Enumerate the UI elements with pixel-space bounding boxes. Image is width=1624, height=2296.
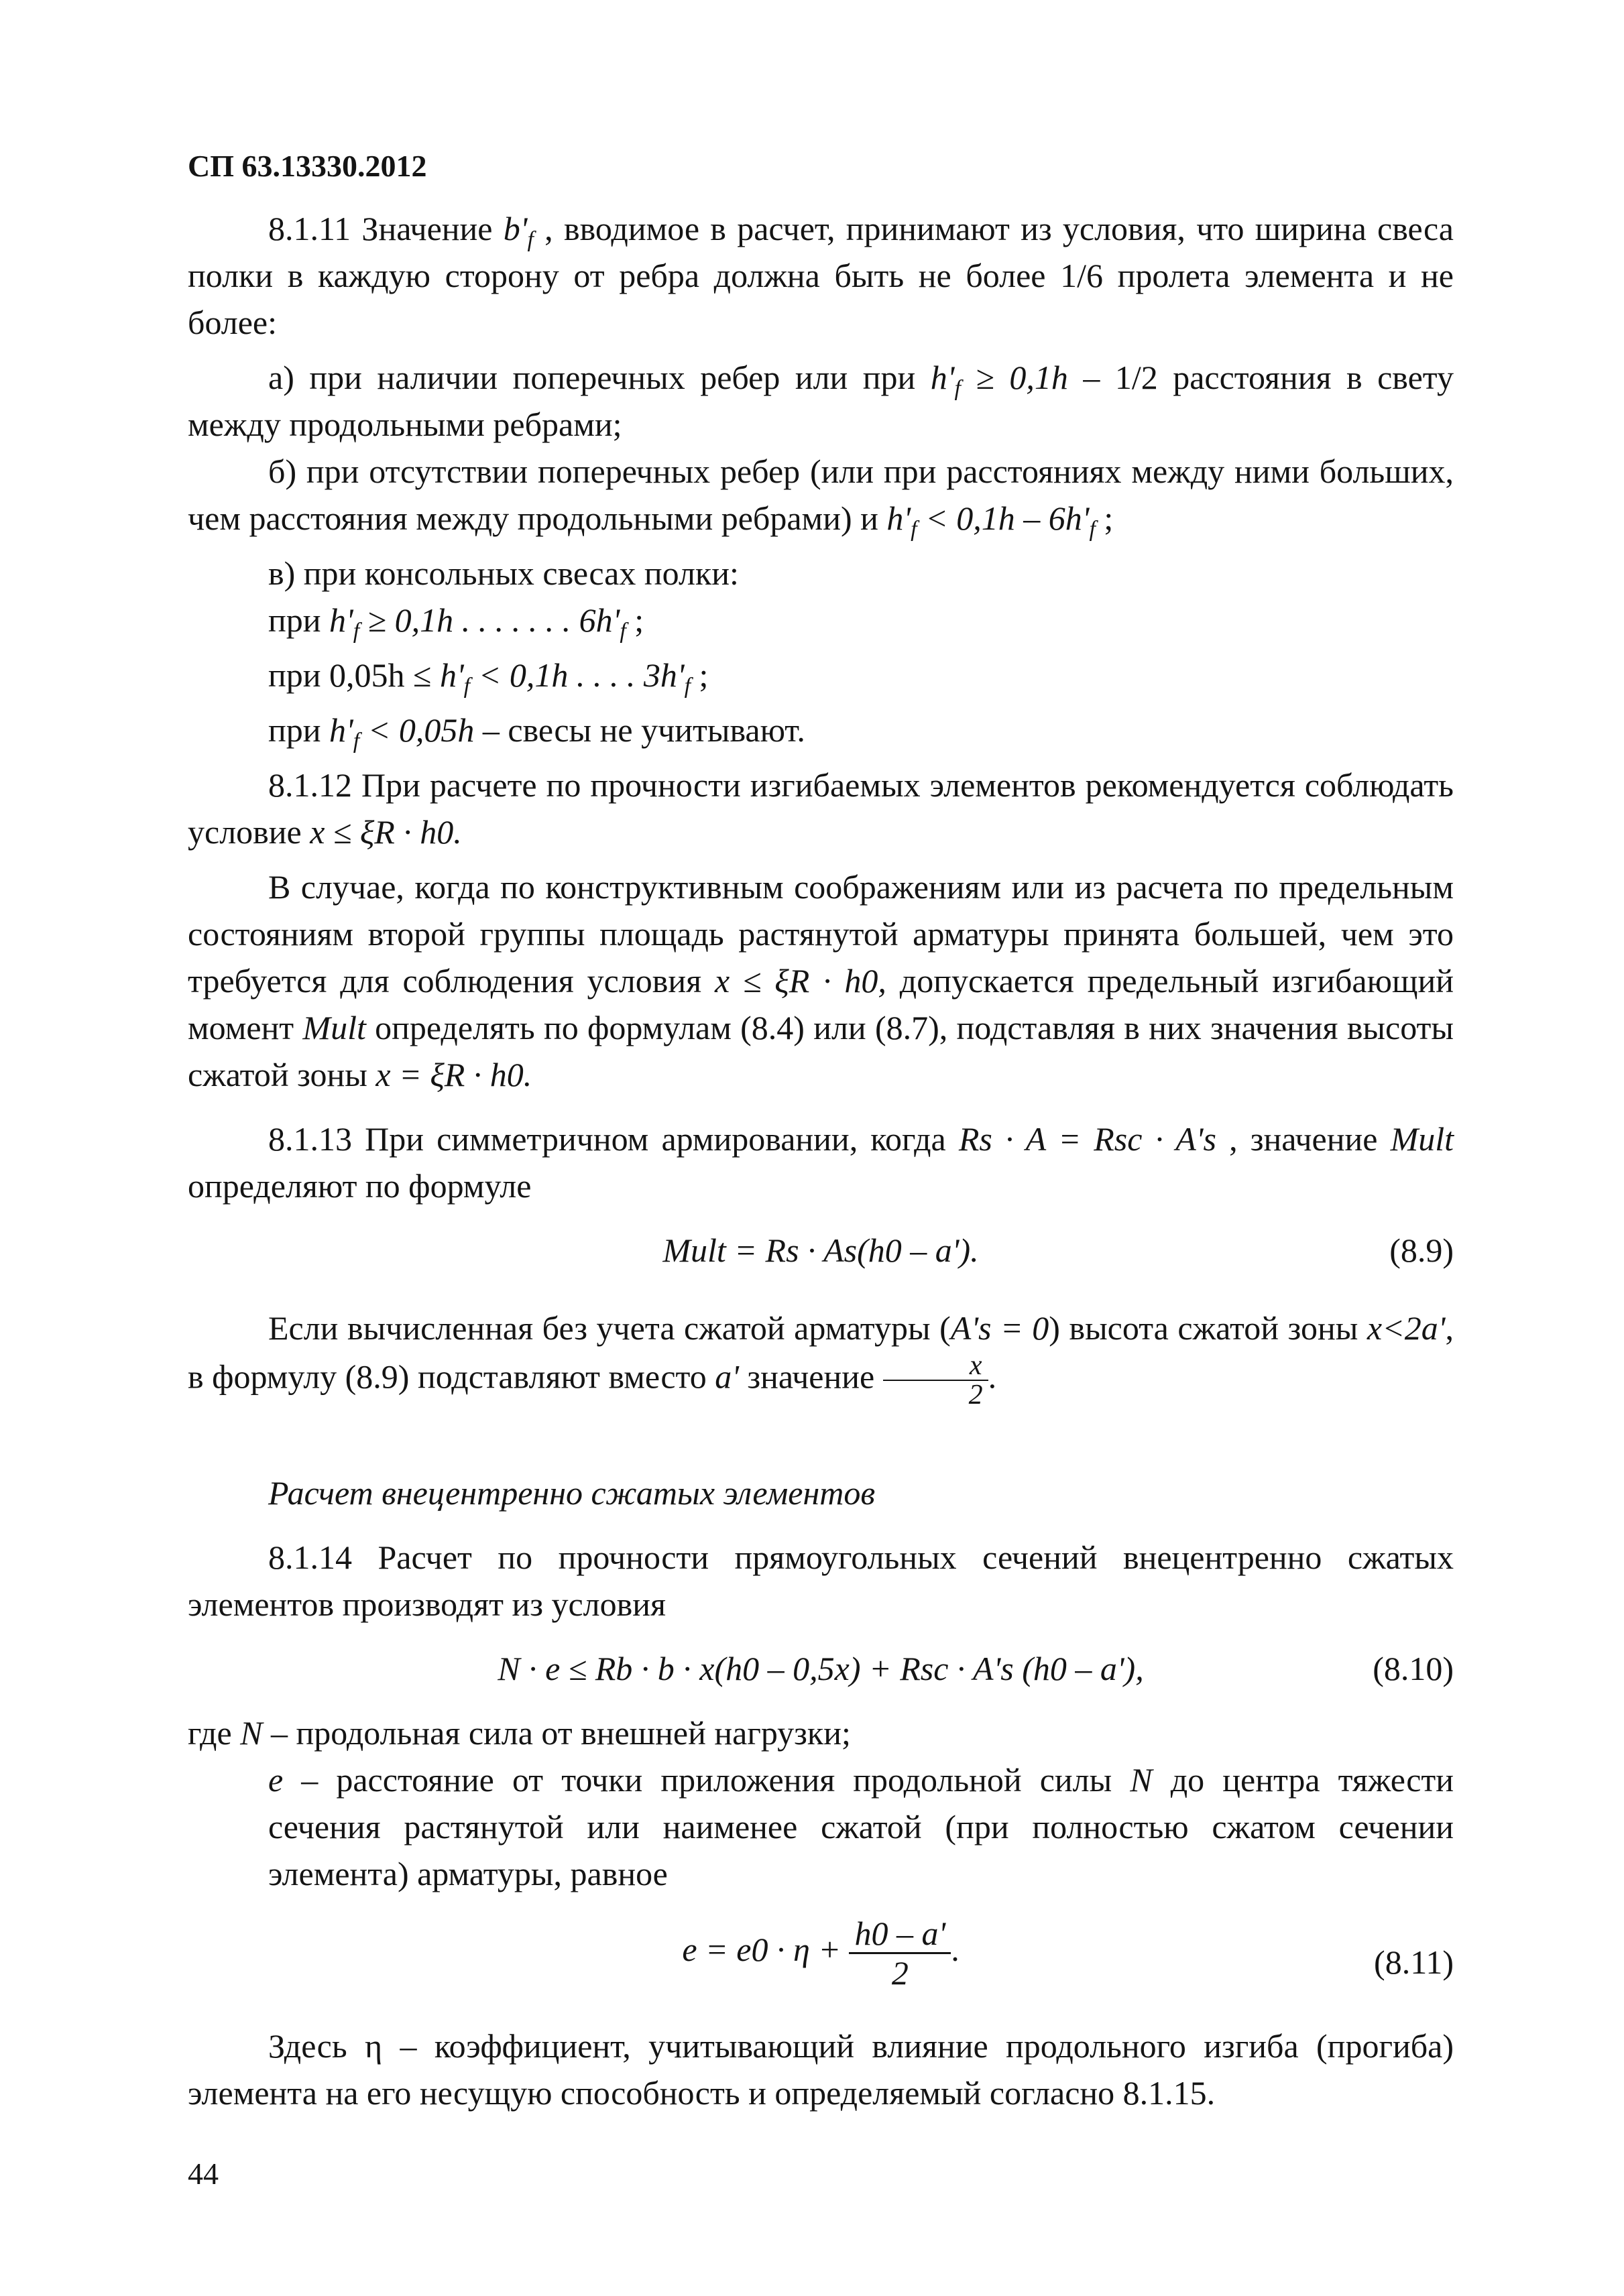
- formula-expression: Mult = Rs · As(h0 – a').: [662, 1231, 979, 1269]
- formula-hf: $h'_f$: [930, 359, 961, 401]
- paragraph-eta: Здесь η – коэффициент, учитывающий влияние продольного изгиба (прогиба) элемента на его несущую способность и определяемый согласно 8.1.15.: [188, 2027, 1454, 2112]
- where-e: [188, 1756, 1454, 1897]
- formula-expression: .: [951, 1930, 960, 1968]
- symbol-mult: Mult: [302, 1009, 366, 1046]
- case-text: ;: [626, 601, 644, 639]
- case-text: ;: [691, 656, 709, 694]
- list-item-text: ;: [1095, 499, 1114, 537]
- where-text: до центра тяжести сечения растянутой или наименее сжатой (при полностью сжатом сечении элемента) арматуры, равное: [268, 1761, 1454, 1892]
- paragraph-text: определяют по формуле: [188, 1167, 532, 1205]
- paragraph-text: В случае, когда по конструктивным соображениям или из расчета по предельным состояниям второй группы площадь растянутой арматуры принята большей, чем это требуется для соблюдения условия: [188, 868, 1454, 1000]
- formula-number: (8.10): [1373, 1650, 1454, 1687]
- dot-leader: . . . . . . . 6: [453, 601, 596, 639]
- formula-number: (8.11): [1374, 1943, 1454, 1981]
- cantilever-case-2: [188, 652, 1454, 699]
- formula-8-11: [188, 1915, 1454, 1992]
- document-code-header: СП 63.13330.2012: [188, 149, 427, 183]
- formula-condition: < 0,1h: [470, 656, 569, 694]
- list-item-b: [188, 448, 1454, 542]
- fraction-denominator: 2: [891, 1954, 909, 1992]
- case-text: – свесы не учитывают.: [474, 711, 805, 749]
- fraction-x-over-2: [883, 1351, 988, 1409]
- formula-condition: x ≤ ξR · h0,: [714, 962, 886, 1000]
- where-text: где: [188, 1714, 241, 1752]
- formula-condition: ≥ 0,1h: [359, 601, 454, 639]
- fraction-numerator: x: [883, 1351, 988, 1381]
- formula-expression: e = e0 · η +: [682, 1930, 850, 1968]
- paragraph-case: [188, 863, 1454, 1098]
- paragraph-text: , в формулу (8.9) подставляют вместо: [188, 1309, 1454, 1396]
- formula-8-9: [188, 1227, 1454, 1274]
- list-item-v: в) при консольных свесах полки:: [268, 554, 739, 592]
- list-item-text: б) при отсутствии поперечных ребер (или при расстояниях между ними больших, чем расстояния между продольными ребрами) и: [188, 452, 1454, 537]
- fraction-h0-minus-a-over-2: [849, 1915, 951, 1992]
- paragraph-text: , вводимое в расчет, принимают из условия, что ширина свеса полки в каждую сторону от ребра должна быть не более 1/6 пролета элемента и не более:: [188, 210, 1454, 341]
- symbol-n: N: [1130, 1761, 1153, 1799]
- case-text: при: [268, 711, 330, 749]
- fraction-numerator: h0 – a': [849, 1915, 951, 1954]
- formula-condition: A's = 0: [950, 1309, 1049, 1347]
- formula-condition: ≥ 0,1h: [960, 359, 1068, 396]
- formula-hf: $h'_f$: [595, 601, 626, 644]
- formula-hf: $h'_f$: [329, 711, 360, 753]
- paragraph-8-1-11: [188, 205, 1454, 346]
- formula-bf: $b'_f$: [503, 210, 534, 252]
- symbol-n: N: [240, 1714, 263, 1752]
- page-number: 44: [188, 2157, 219, 2191]
- symbol-mult: Mult: [1390, 1120, 1454, 1158]
- paragraph-8-1-14: 8.1.14 Расчет по прочности прямоугольных сечений внецентренно сжатых элементов производят из условия: [188, 1538, 1454, 1623]
- section-title: Расчет внецентренно сжатых элементов: [268, 1474, 876, 1512]
- formula-condition: x ≤ ξR · h0.: [310, 813, 462, 851]
- list-item-text: а) при наличии поперечных ребер или при: [268, 359, 931, 396]
- paragraph-text: .: [988, 1357, 997, 1396]
- paragraph-note: [188, 1305, 1454, 1409]
- formula-number: (8.9): [1389, 1231, 1454, 1269]
- formula-hf: $h'_f$: [886, 499, 917, 542]
- formula-condition: < 0,05h: [359, 711, 475, 749]
- paragraph-text: , значение: [1216, 1120, 1391, 1158]
- list-item-text: – 1/2 расстояния в свету между продольными ребрами;: [188, 359, 1454, 443]
- cantilever-case-3: [188, 707, 1454, 753]
- where-text: – продольная сила от внешней нагрузки;: [262, 1714, 851, 1752]
- formula-condition: x = ξR · h0.: [375, 1056, 532, 1093]
- case-text: при: [268, 601, 330, 639]
- paragraph-text: допускается предельный изгибающий момент: [188, 962, 1454, 1046]
- formula-expression: N · e ≤ Rb · b · x(h0 – 0,5x) + Rsc · A's (h0 – a'),: [498, 1650, 1144, 1687]
- list-item-a: [188, 354, 1454, 448]
- where-text: – расстояние от точки приложения продольной силы: [283, 1761, 1130, 1799]
- paragraph-text: определять по формулам (8.4) или (8.7), подставляя в них значения высоты сжатой зоны: [188, 1009, 1454, 1093]
- paragraph-text: значение: [738, 1357, 883, 1396]
- paragraph-text: 8.1.13 При симметричном армировании, когда: [268, 1120, 959, 1158]
- formula-condition: x<2a': [1367, 1309, 1446, 1347]
- document-body: [188, 205, 1454, 2116]
- paragraph-8-1-12: [188, 762, 1454, 855]
- symbol-e: e: [268, 1761, 284, 1799]
- where-n: [188, 1709, 1454, 1756]
- formula-condition: < 0,1h – 6: [917, 499, 1065, 537]
- paragraph-text: Если вычисленная без учета сжатой арматуры (: [268, 1309, 951, 1347]
- paragraph-text: 8.1.11 Значение: [268, 210, 504, 247]
- formula-hf: $h'_f$: [439, 656, 471, 699]
- formula-hf: $h'_f$: [660, 656, 691, 699]
- formula-hf: $h'_f$: [1065, 499, 1096, 542]
- paragraph-text: 8.1.12 При расчете по прочности изгибаемых элементов рекомендуется соблюдать условие: [188, 766, 1454, 851]
- fraction-denominator: 2: [968, 1380, 983, 1410]
- symbol-a-prime: a': [715, 1357, 739, 1396]
- case-text: при 0,05h ≤: [268, 656, 440, 694]
- paragraph-text: ) высота сжатой зоны: [1049, 1309, 1367, 1347]
- dot-leader: . . . . 3: [568, 656, 660, 694]
- formula-condition: Rs · A = Rsc · A's: [958, 1120, 1216, 1158]
- formula-8-10: [188, 1645, 1454, 1692]
- formula-hf: $h'_f$: [329, 601, 360, 644]
- cantilever-case-1: [188, 597, 1454, 644]
- paragraph-8-1-13: [188, 1115, 1454, 1209]
